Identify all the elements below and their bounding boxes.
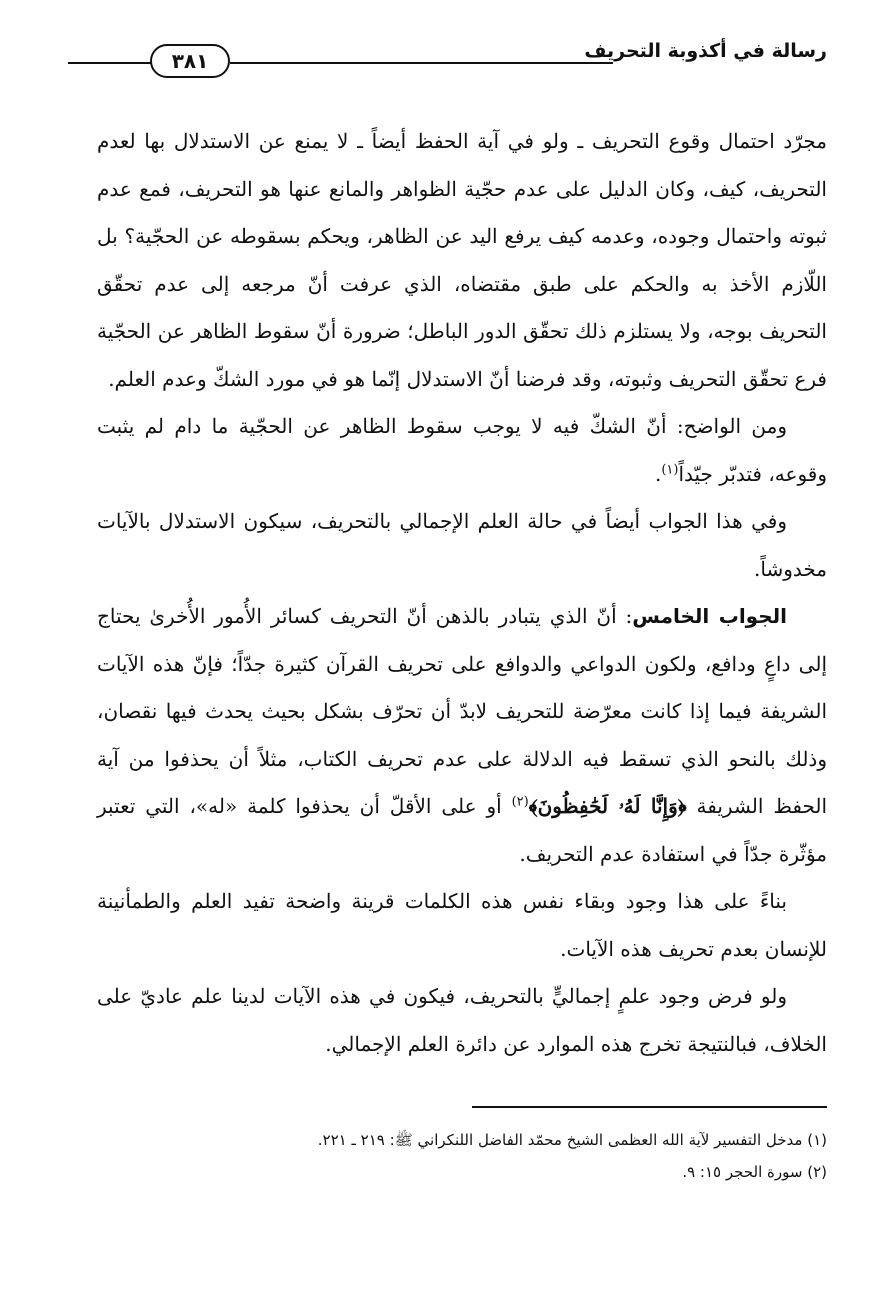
quran-verse: ﴿وَإِنَّا لَهُۥ لَحَٰفِظُونَ﴾ bbox=[528, 794, 687, 818]
header-rule-left bbox=[68, 62, 152, 64]
running-title: رسالة في أكذوبة التحريف bbox=[584, 40, 827, 62]
footnote-1: (١) مدخل التفسير لآية الله العظمى الشيخ محمّد الفاضل اللنكراني ﷺ: ٢١٩ ـ ٢٢١. bbox=[317, 1131, 827, 1149]
main-text bbox=[97, 118, 827, 1068]
footnote-ref-2[interactable]: (٢) bbox=[511, 794, 529, 810]
paragraph-1: مجرّد احتمال وقوع التحريف ـ ولو في آية الحفظ أيضاً ـ لا يمنع عن الاستدلال بها لعدم التحريف، كيف، وكان الدليل على عدم حجّية الظواهر والمانع عنها هو التحريف، فمع عدم ثبوته واحتمال وجوده، وعدمه كيف يرفع اليد عن الظاهر، ويحكم بسقوطه عن الحجّية؟ بل اللّازم الأخذ به والحكم على طبق مقتضاه، الذي عرفت أنّ مرجعه إلى عدم تحقّق التحريف بوجه، ولا يستلزم ذلك تحقّق الدور الباطل؛ ضرورة أنّ سقوط الظاهر عن الحجّية فرع تحقّق التحريف وثبوته، وقد فرضنا أنّ الاستدلال إنّما هو في مورد الشكّ وعدم العلم. bbox=[97, 129, 827, 391]
footnote-2: (٢) سورة الحجر ١٥: ٩. bbox=[682, 1163, 827, 1181]
footnotes bbox=[120, 1124, 827, 1188]
paragraph-5: بناءً على هذا وجود وبقاء نفس هذه الكلمات قرينة واضحة تفيد العلم والطمأنينة للإنسان بعدم تحريف هذه الآيات. bbox=[97, 889, 827, 961]
header-rule bbox=[230, 62, 613, 64]
paragraph-4-text-b: أو على الأقلّ أن يحذفوا كلمة «له»، التي تعتبر مؤثّرة جدّاً في استفادة عدم التحريف. bbox=[97, 794, 827, 866]
page-number: ٣٨١ bbox=[150, 44, 230, 78]
footnote-separator bbox=[472, 1106, 827, 1108]
paragraph-3: وفي هذا الجواب أيضاً في حالة العلم الإجمالي بالتحريف، سيكون الاستدلال بالآيات مخدوشاً. bbox=[97, 509, 827, 581]
footnote-ref-1[interactable]: (١) bbox=[661, 461, 679, 477]
paragraph-4 bbox=[97, 593, 827, 878]
paragraph-2-text: ومن الواضح: أنّ الشكّ فيه لا يوجب سقوط الظاهر عن الحجّية ما دام لم يثبت وقوعه، فتدبّر جيّداً bbox=[97, 414, 827, 486]
paragraph-6: ولو فرض وجود علمٍ إجماليٍّ بالتحريف، فيكون في هذه الآيات لدينا علم عاديّ على الخلاف، فبالنتيجة تخرج هذه الموارد عن دائرة العلم الإجمالي. bbox=[97, 984, 827, 1056]
paragraph-2 bbox=[97, 403, 827, 498]
paragraph-4-text-a: : أنّ الذي يتبادر بالذهن أنّ التحريف كسائر الأُمور الأُخرىٰ يحتاج إلى داعٍ ودافع، ولكون الدواعي والدوافع على تحريف القرآن كثيرة جدّاً؛ فإنّ هذه الآيات الشريفة فيما إذا كانت معرّضة للتحريف لابدّ أن تحرّف بشكل بحيث يحدث فيها نقصان، وذلك بالنحو الذي تسقط فيه الدلالة على عدم تحريف الكتاب، مثلاً أن يحذفوا من آية الحفظ الشريفة bbox=[97, 604, 828, 818]
paragraph-2-end: . bbox=[654, 461, 662, 486]
answer-heading: الجواب الخامس bbox=[632, 604, 787, 628]
